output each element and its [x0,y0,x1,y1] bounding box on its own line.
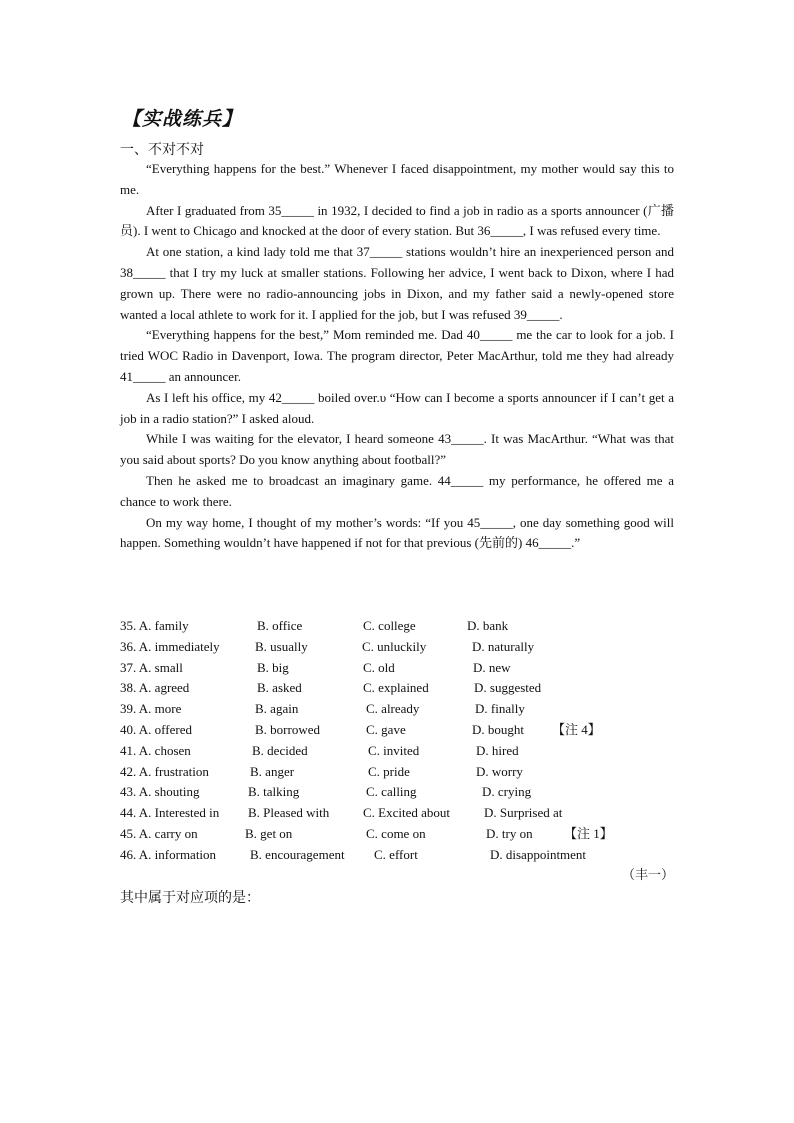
question-prompt: 其中属于对应项的是： [120,891,260,906]
option-b: B. anger [250,763,295,779]
option-b: B. big [257,659,289,675]
option-b: B. encouragement [250,846,345,862]
answer-options [120,616,680,866]
option-row [120,720,680,741]
option-b: B. asked [257,680,302,696]
option-d: D. finally [475,701,525,717]
option-row [120,637,680,658]
option-c: C. unluckily [362,638,427,654]
option-c: C. explained [363,680,429,696]
option-a: 35. A. family [120,618,189,633]
option-a: 44. A. Interested in [120,805,220,821]
option-b: B. talking [248,784,300,800]
option-d: D. try on [486,825,533,841]
option-b: B. usually [255,638,308,654]
cloze-passage [120,159,674,554]
option-d: D. new [473,659,511,675]
option-b: B. borrowed [255,721,320,737]
option-row [120,678,680,699]
option-c: C. come on [366,825,426,841]
option-a: 42. A. frustration [120,763,209,779]
option-row [120,658,680,679]
option-a: 39. A. more [120,701,182,717]
annotation-note: 【注 1】 [564,825,613,841]
option-row [120,741,680,762]
option-a: 45. A. carry on [120,825,198,841]
passage-paragraph: As I left his office, my 42_____ boiled over.υ “How can I become a sports announcer if I can’t get a job in a radio station?” I asked aloud. [120,389,674,426]
option-row [120,762,680,783]
option-d: D. crying [482,784,532,800]
passage-paragraph: After I graduated from 35_____ in 1932, I decided to find a job in radio as a sports announcer (广播员). I went to Chicago and knocked at the door of every station. But 36_____, I was refused every time. [120,202,674,239]
option-c: C. old [363,659,395,675]
option-c: C. effort [374,846,418,862]
passage-paragraph: On my way home, I thought of my mother’s words: “If you 45_____, one day something good will happen. Something wouldn’t have happened if not for that previous (先前的) 46_____.” [120,514,674,551]
passage-paragraph: At one station, a kind lady told me that 37_____ stations wouldn’t hire an inexperienced person and 38_____ that I try my luck at smaller stations. Following her advice, I went back to Dixon, where I had grown up. There were no radio-announcing jobs in Dixon, and my father said a newly-opened store wanted a local athlete to work for it. I applied for the job, but I was refused 39_____. [120,244,674,322]
passage-paragraph: Then he asked me to broadcast an imaginary game. 44_____ my performance, he offered me a chance to work there. [120,472,674,509]
option-a: 46. A. information [120,846,217,862]
section-heading: 【实战练兵】 [122,109,243,130]
option-d: D. Surprised at [484,805,563,821]
passage-paragraph: “Everything happens for the best,” Mom reminded me. Dad 40_____ me the car to look for a job. I tried WOC Radio in Davenport, Iowa. The program director, Peter MacArthur, told me they had already 41_____ an announcer. [120,327,674,384]
annotation-note: 【注 4】 [552,721,601,737]
option-a: 38. A. agreed [120,680,190,696]
option-c: C. invited [368,742,420,758]
source-attribution: （丰一） [622,867,675,882]
option-a: 36. A. immediately [120,638,220,654]
option-row [120,803,680,824]
option-c: C. calling [366,784,417,800]
option-c: C. pride [368,763,410,779]
option-c: C. college [363,618,416,633]
option-b: B. get on [245,825,293,841]
option-c: C. gave [366,721,406,737]
option-d: D. bought [472,721,524,737]
option-c: C. already [366,701,420,717]
option-row [120,699,680,720]
option-row [120,782,680,803]
option-d: D. worry [476,763,523,779]
option-row [120,845,680,866]
option-d: D. hired [476,742,519,758]
option-b: B. again [255,701,299,717]
option-b: B. office [257,618,303,633]
option-b: B. decided [252,742,308,758]
option-d: D. suggested [474,680,542,696]
option-d: D. naturally [472,638,535,654]
option-a: 37. A. small [120,659,183,675]
passage-paragraph: While I was waiting for the elevator, I heard someone 43_____. It was MacArthur. “What was that you said about sports? Do you know anything about football?” [120,431,674,468]
option-row [120,824,680,845]
option-d: D. disappointment [490,846,587,862]
passage-paragraph: “Everything happens for the best.” Whenever I faced disappointment, my mother would say this to me. [120,161,674,197]
exercise-subheading: 一、不对不对 [120,143,204,158]
option-a: 40. A. offered [120,721,192,737]
option-a: 43. A. shouting [120,784,200,800]
option-b: B. Pleased with [248,805,330,821]
option-a: 41. A. chosen [120,742,191,758]
option-c: C. Excited about [363,805,451,821]
option-d: D. bank [467,618,509,633]
option-row [120,616,680,637]
